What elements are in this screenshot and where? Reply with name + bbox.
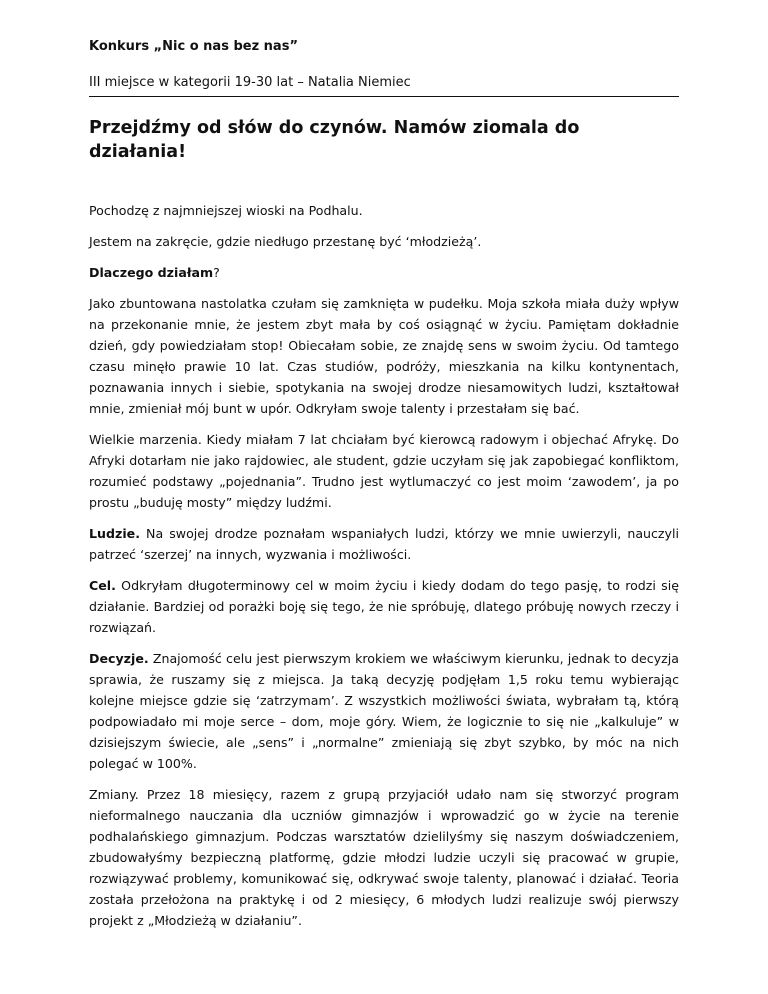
dreams-paragraph: Wielkie marzenia. Kiedy miałam 7 lat chciałam być kierowcą radowym i objechać Afrykę. Do Afryki dotarłam nie jako rajdowiec, ale student, gdzie uczyłam się jak zapobiegać konfliktom, rozumieć podstawy „pojednania”. Trudno jest wytlumaczyć co jest moim ‘zawodem’, ja po prostu „buduję mosty” między ludźmi.	[89, 432, 679, 510]
decisions-paragraph	[89, 648, 679, 774]
why-paragraph: Jako zbuntowana nastolatka czułam się zamknięta w pudełku. Moja szkoła miała duży wpływ na przekonanie mnie, że jestem zbyt mała by coś osiągnąć w życiu. Pamiętam dokładnie dzień, gdy powiedziałam stop! Obiecałam sobie, ze znajdę sens w swoim życiu. Od tamtego czasu minęło prawie 10 lat. Czas studiów, podróży, mieszkania na kilku kontynentach, poznawania innych i siebie, spotykania na swojej drodze niesamowitych ludzi, kształtował mnie, zmieniał mój bunt w upór. Odkryłam swoje talenty i przestałam się bać.	[89, 296, 679, 416]
goal-paragraph	[89, 575, 679, 638]
people-paragraph	[89, 523, 679, 565]
intro-paragraph-2: Jestem na zakręcie, gdzie niedługo przestanę być ‘młodzieżą’.	[89, 234, 482, 249]
why-heading-mark: ?	[213, 265, 220, 280]
document-page	[89, 38, 679, 931]
award-line: III miejsce w kategorii 19-30 lat – Natalia Niemiec	[89, 74, 679, 97]
why-heading-text: Dlaczego działam	[89, 265, 214, 280]
decisions-text: Znajomość celu jest pierwszym krokiem we właściwym kierunku, jednak to decyzja sprawia, że ruszamy się z miejsca. Ja taką decyzję podjęłam 1,5 roku temu wybierając kolejne miejsce gdzie się ‘zatrzymam’. Z wszystkich możliwości świata, wybrałam tą, którą podpowiadało mi moje serce – dom, moje góry. Wiem, że logicznie to się nie „kalkuluje” w dzisiejszym świecie, ale „sens” i „normalne” zmieniają się zbyt szybko, by móc na nich polegać w 100%.	[89, 651, 679, 771]
document-title: Przejdźmy od słów do czynów. Namów ziomala do działania!	[89, 118, 580, 162]
goal-text: Odkryłam długoterminowy cel w moim życiu i kiedy dodam do tego pasję, to rodzi się działanie. Bardziej od porażki boję się tego, że nie spróbuję, dlatego próbuję nowych rzeczy i rozwiązań.	[89, 578, 679, 635]
contest-name: Konkurs „Nic o nas bez nas”	[89, 39, 298, 54]
people-text: Na swojej drodze poznałam wspaniałych ludzi, którzy we mnie uwierzyli, nauczyli patrzeć ‘szerzej’ na innych, wyzwania i możliwości.	[89, 526, 679, 562]
why-heading	[89, 262, 679, 283]
decisions-label: Decyzje.	[89, 651, 149, 666]
people-label: Ludzie.	[89, 526, 140, 541]
intro-paragraph-1: Pochodzę z najmniejszej wioski na Podhalu.	[89, 203, 363, 218]
changes-paragraph: Zmiany. Przez 18 miesięcy, razem z grupą przyjaciół udało nam się stworzyć program nieformalnego nauczania dla uczniów gimnazjów i wprowadzić go w życie na terenie podhalańskiego gimnazjum. Podczas warsztatów dzielilyśmy się naszym doświadczeniem, zbudowałyśmy bezpieczną platformę, gdzie młodzi ludzie uczyli się pracować w grupie, rozwiązywać problemy, komunikować się, odkrywać swoje talenty, planować i działać. Teoria została przełożona na praktykę i od 2 miesięcy, 6 młodych ludzi realizuje swój pierwszy projekt z „Młodzieżą w działaniu”.	[89, 787, 679, 928]
goal-label: Cel.	[89, 578, 116, 593]
